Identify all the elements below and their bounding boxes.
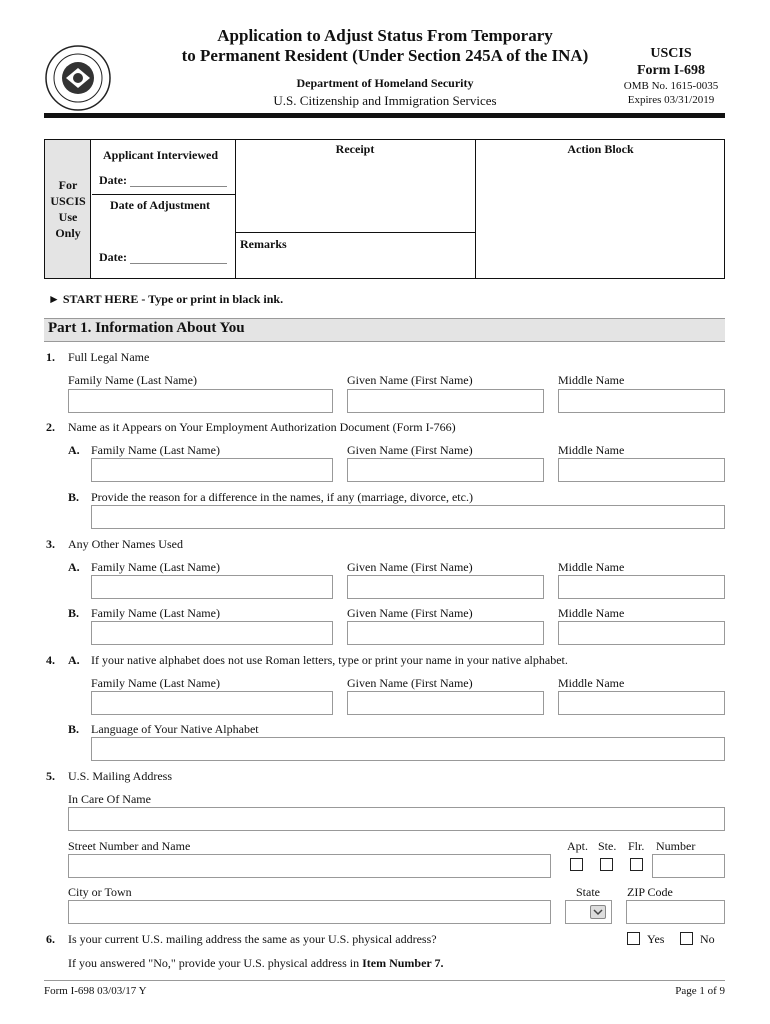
title-line-1: Application to Adjust Status From Temporary (217, 26, 553, 45)
part1-title: Part 1. Information About You (48, 320, 245, 336)
expiration-date: Expires 03/31/2019 (627, 94, 715, 106)
q3b-family-name-input[interactable] (91, 621, 333, 645)
title-line-2: to Permanent Resident (Under Section 245A of the INA) (181, 46, 589, 65)
q3a-family-name-input[interactable] (91, 575, 333, 599)
q5-label: U.S. Mailing Address (68, 769, 173, 783)
chevron-down-icon[interactable] (590, 905, 606, 919)
city-input[interactable] (68, 900, 551, 924)
q4b-language-input[interactable] (91, 737, 725, 761)
q6-note: If you answered "No," provide your U.S. physical address in Item Number 7. (68, 956, 444, 970)
footer-form-id: Form I-698 03/03/17 Y (44, 985, 147, 997)
q6-label: Is your current U.S. mailing address the same as your U.S. physical address? (68, 932, 437, 946)
q1-family-name-input[interactable] (68, 389, 333, 413)
receipt-label: Receipt (335, 142, 375, 156)
q4a-middle-name-input[interactable] (558, 691, 725, 715)
q3a-middle-name-input[interactable] (558, 575, 725, 599)
interview-date-label: Date: (99, 173, 127, 187)
q2b-label: Provide the reason for a difference in the names, if any (marriage, divorce, etc.) (91, 490, 473, 504)
q4a-label: If your native alphabet does not use Roman letters, type or print your name in your native alphabet. (91, 653, 568, 667)
q1-middle-name-input[interactable] (558, 389, 725, 413)
start-here-instruction: ► START HERE - Type or print in black ink. (48, 292, 284, 306)
apt-checkbox[interactable] (570, 858, 583, 871)
footer-page-number: Page 1 of 9 (675, 985, 725, 997)
uscis-side-label: For USCIS Use Only (50, 178, 86, 240)
applicant-interviewed-label: Applicant Interviewed (103, 148, 218, 162)
agency-short: USCIS (650, 46, 692, 61)
department-name: Department of Homeland Security (296, 76, 474, 90)
q4b-label: Language of Your Native Alphabet (91, 722, 259, 736)
q3a-given-name-input[interactable] (347, 575, 544, 599)
zip-input[interactable] (626, 900, 725, 924)
q3-label: Any Other Names Used (68, 537, 183, 551)
q2b-reason-input[interactable] (91, 505, 725, 529)
q1-label: Full Legal Name (68, 350, 150, 364)
q3b-middle-name-input[interactable] (558, 621, 725, 645)
header-rule (44, 113, 725, 118)
date-of-adjustment-label: Date of Adjustment (110, 198, 210, 212)
street-input[interactable] (68, 854, 551, 878)
q1-given-name-input[interactable] (347, 389, 544, 413)
in-care-of-input[interactable] (68, 807, 725, 831)
interview-date-line[interactable] (130, 186, 227, 187)
q2a-given-name-input[interactable] (347, 458, 544, 482)
adjustment-date-line[interactable] (130, 263, 227, 264)
q6-yes-checkbox[interactable] (627, 932, 640, 945)
q6-no-checkbox[interactable] (680, 932, 693, 945)
q4a-given-name-input[interactable] (347, 691, 544, 715)
apt-number-input[interactable] (652, 854, 725, 878)
flr-checkbox[interactable] (630, 858, 643, 871)
q2-label: Name as it Appears on Your Employment Authorization Document (Form I-766) (68, 420, 456, 434)
agency-name: U.S. Citizenship and Immigration Services (273, 93, 497, 108)
state-select[interactable] (565, 900, 612, 924)
action-block-label: Action Block (567, 142, 634, 156)
q3b-given-name-input[interactable] (347, 621, 544, 645)
q4a-family-name-input[interactable] (91, 691, 333, 715)
omb-number: OMB No. 1615-0035 (623, 80, 719, 92)
ste-checkbox[interactable] (600, 858, 613, 871)
q2a-middle-name-input[interactable] (558, 458, 725, 482)
adjustment-date-label: Date: (99, 250, 127, 264)
form-number: Form I-698 (636, 63, 706, 78)
q2a-family-name-input[interactable] (91, 458, 333, 482)
remarks-label: Remarks (240, 237, 287, 251)
